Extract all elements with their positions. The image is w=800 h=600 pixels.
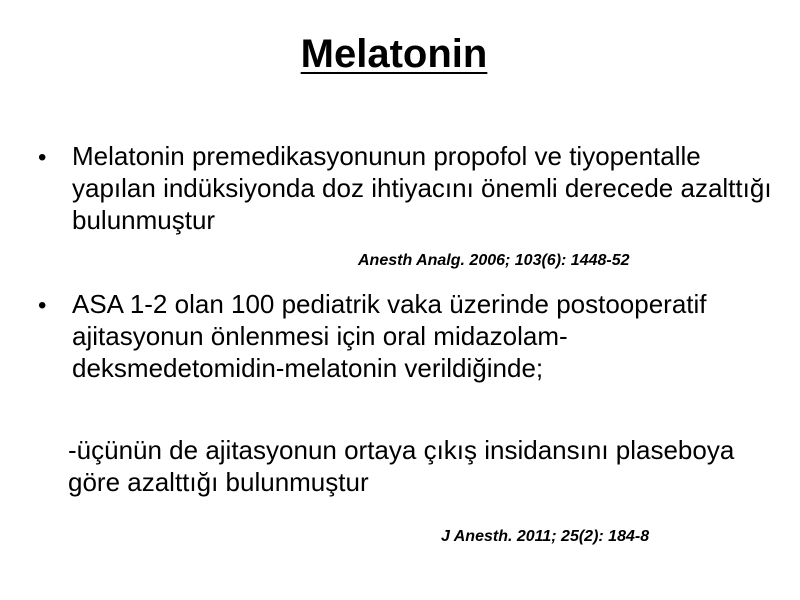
bullet-text-1: Melatonin premedikasyonunun propofol ve tiyopentalle yapılan indüksiyonda doz ihtiyacını önemli derecede azalttığı bulunmuştur xyxy=(72,141,772,235)
reference-2: J Anesth. 2011; 25(2): 184-8 xyxy=(441,528,650,545)
bullet-text-2: ASA 1-2 olan 100 pediatrik vaka üzerinde postooperatif ajitasyonun önlenmesi için oral midazolam-deksmedetomidin-melatonin verildiğinde; xyxy=(72,289,707,383)
bullet-marker-2: • xyxy=(38,292,47,319)
bullet-continuation-2: -üçünün de ajitasyonun ortaya çıkış insidansını plaseboya göre azalttığı bulunmuştur xyxy=(68,435,735,497)
slide-title: Melatonin xyxy=(300,32,488,76)
bullet-marker-1: • xyxy=(38,144,47,171)
reference-1: Anesth Analg. 2006; 103(6): 1448-52 xyxy=(358,252,630,269)
